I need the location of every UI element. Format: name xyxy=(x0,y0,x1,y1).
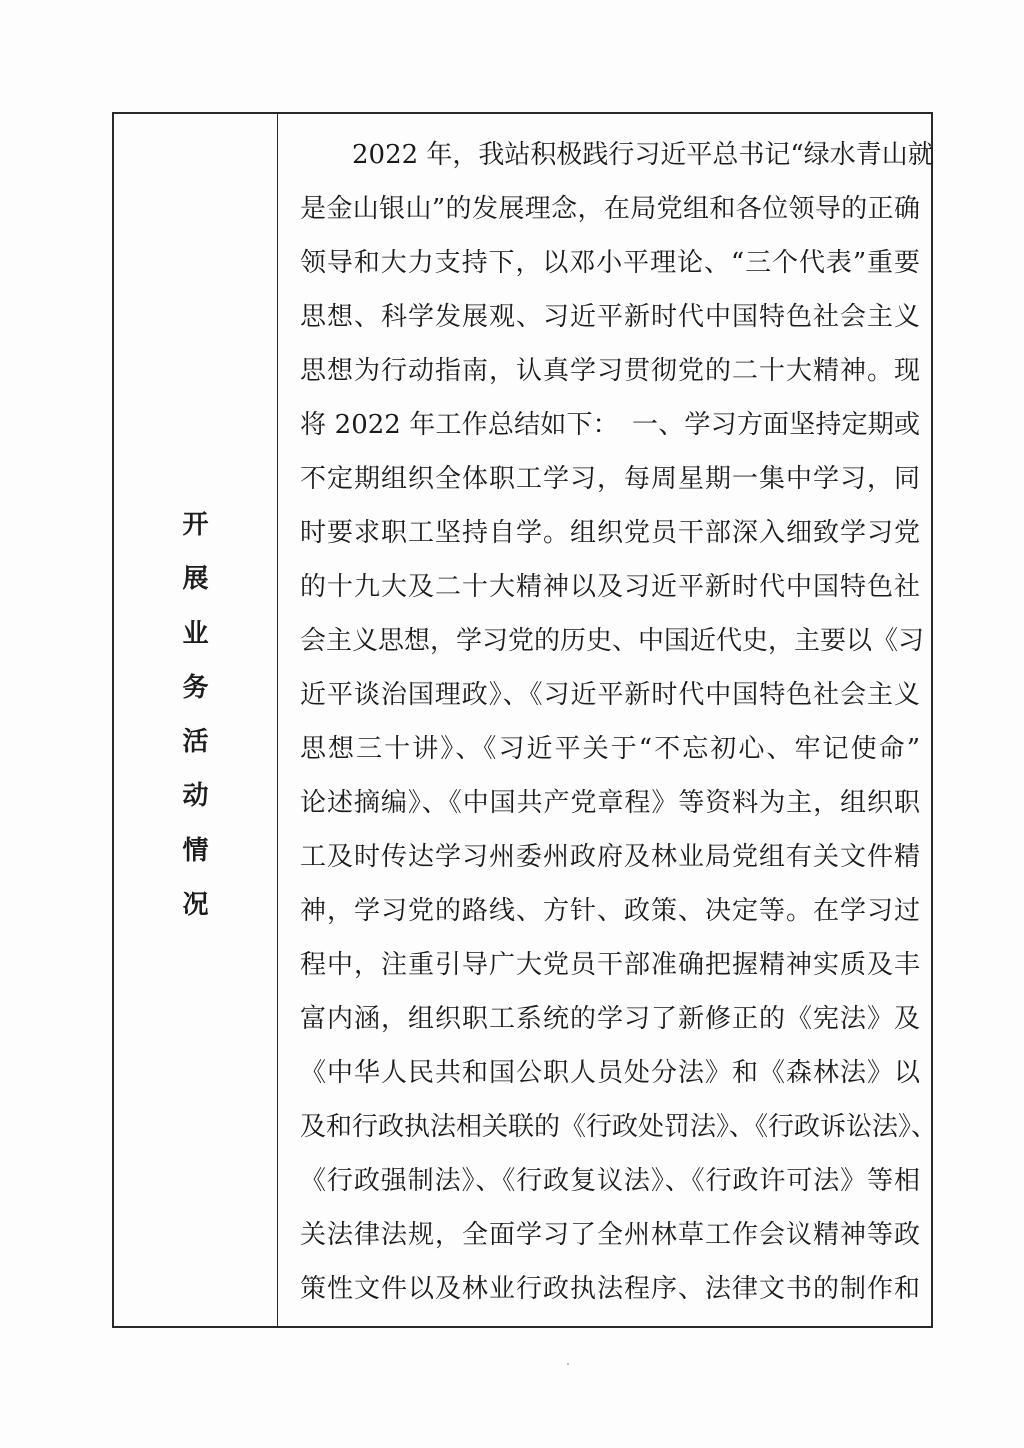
section-label-char: 况 xyxy=(182,890,209,921)
body-line: 时要求职工坚持自学。组织党员干部深入细致学习党 xyxy=(300,518,920,548)
section-label-char: 务 xyxy=(182,672,209,703)
body-line: 及和行政执法相关联的《行政处罚法》、《行政诉讼法》、 xyxy=(300,1112,938,1142)
body-line: 领导和大力支持下，以邓小平理论、“三个代表”重要 xyxy=(300,248,920,278)
body-line: 不定期组织全体职工学习，每周星期一集中学习，同 xyxy=(300,464,920,494)
body-line: 的十九大及二十大精神以及习近平新时代中国特色社 xyxy=(300,572,920,602)
body-line: 富内涵，组织职工系统的学习了新修正的《宪法》及 xyxy=(300,1004,920,1034)
body-line: 关法律法规，全面学习了全州林草工作会议精神等政 xyxy=(300,1220,920,1250)
section-label-char: 业 xyxy=(182,618,209,649)
body-line: 会主义思想，学习党的历史、中国近代史，主要以《习 xyxy=(300,626,925,656)
body-line: 程中，注重引导广大党员干部准确把握精神实质及丰 xyxy=(300,950,920,980)
body-line: 思想三十讲》、《习近平关于“不忘初心、牢记使命” xyxy=(300,734,920,764)
body-line: 工及时传达学习州委州政府及林业局党组有关文件精 xyxy=(300,842,920,872)
section-label-cell xyxy=(114,114,277,1326)
body-line: 论述摘编》、《中国共产党章程》等资料为主，组织职 xyxy=(300,788,920,818)
section-label-char: 开 xyxy=(182,510,209,540)
column-divider xyxy=(277,114,278,1326)
body-line: 是金山银山”的发展理念，在局党组和各位领导的正确 xyxy=(300,194,920,224)
section-label-char: 动 xyxy=(182,781,209,812)
body-line: 2022 年，我站积极践行习近平总书记“绿水青山就 xyxy=(352,140,934,170)
section-label-char: 情 xyxy=(182,835,209,866)
body-line: 《中华人民共和国公职人员处分法》和《森林法》以 xyxy=(300,1058,920,1088)
body-line: 近平谈治国理政》、《习近平新时代中国特色社会主义 xyxy=(300,680,920,710)
section-label-char: 活 xyxy=(182,727,209,758)
section-label xyxy=(114,512,277,946)
scan-speck xyxy=(567,1363,569,1365)
form-table xyxy=(112,112,938,1328)
body-line: 策性文件以及林业行政执法程序、法律文书的制作和 xyxy=(300,1274,920,1304)
body-line: 思想为行动指南，认真学习贯彻党的二十大精神。现 xyxy=(300,356,920,386)
section-label-char: 展 xyxy=(182,564,209,595)
body-line: 《行政强制法》、《行政复议法》、《行政许可法》等相 xyxy=(300,1166,920,1196)
body-line: 神，学习党的路线、方针、政策、决定等。在学习过 xyxy=(300,896,920,926)
body-line: 思想、科学发展观、习近平新时代中国特色社会主义 xyxy=(300,302,920,332)
body-line: 将 2022 年工作总结如下： 一、学习方面坚持定期或 xyxy=(300,410,920,440)
content-cell xyxy=(280,114,938,1326)
